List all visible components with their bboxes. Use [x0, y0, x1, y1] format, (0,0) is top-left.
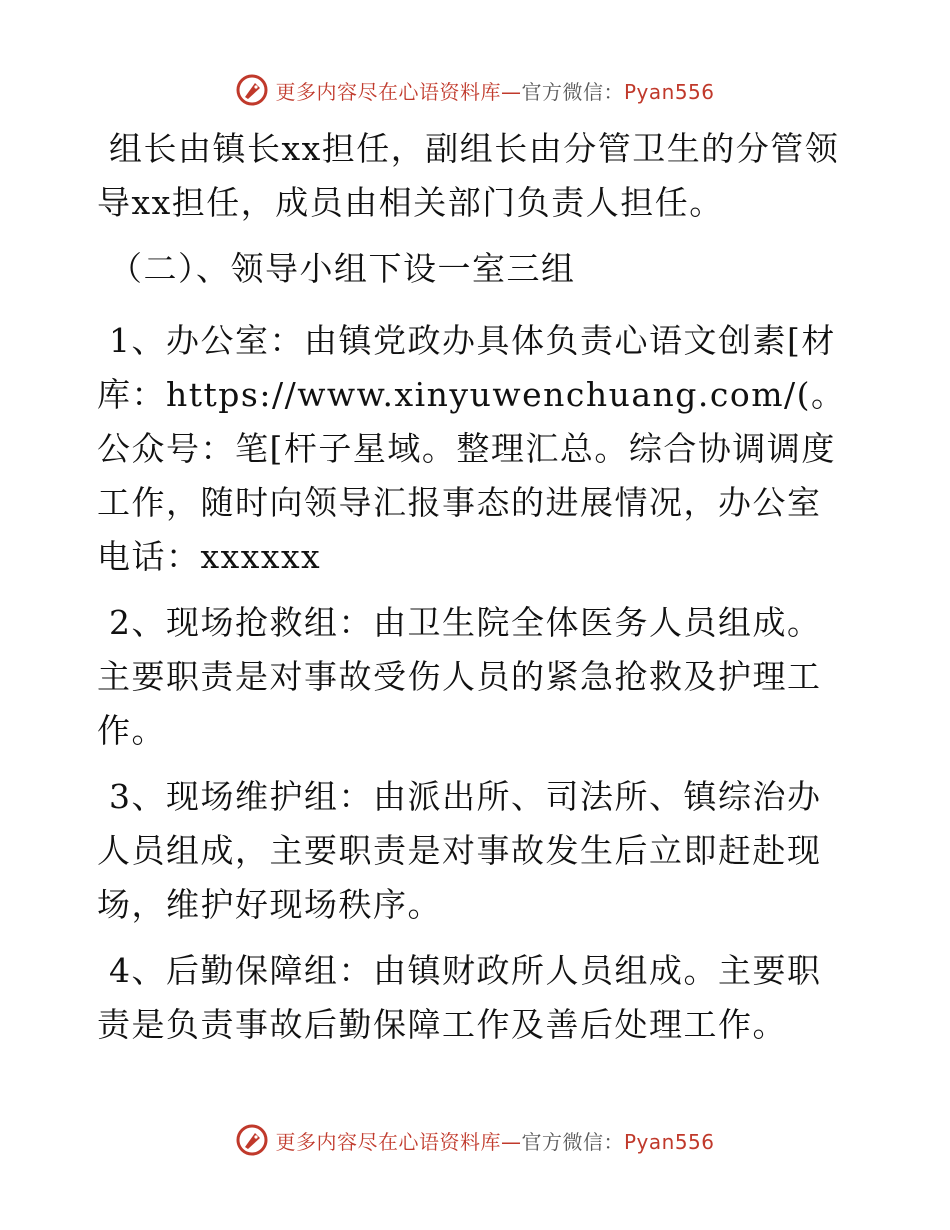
pen-nib-circle-icon	[235, 1123, 269, 1157]
watermark-text	[275, 1126, 714, 1155]
wechat-label: 官方微信：	[521, 1129, 624, 1154]
wechat-handle: Pyan556	[623, 1129, 715, 1154]
paragraph-maintenance-group: 3、现场维护组：由派出所、司法所、镇综治办人员组成，主要职责是对事故发生后立即赶赴现场，维护好现场秩序。	[97, 777, 822, 924]
paragraph-leadership: 组长由镇长xx担任，副组长由分管卫生的分管领导xx担任，成员由相关部门负责人担任。	[97, 129, 840, 222]
separator: —	[500, 1129, 522, 1154]
separator: —	[500, 79, 522, 104]
document-body	[97, 122, 847, 1064]
paragraph-rescue-group: 2、现场抢救组：由卫生院全体医务人员组成。主要职责是对事故受伤人员的紧急抢救及护理工作。	[97, 603, 822, 750]
section-heading: （二）、领导小组下设一室三组	[109, 249, 576, 288]
header-watermark-banner	[0, 70, 950, 110]
paragraph-logistics-group: 4、后勤保障组：由镇财政所人员组成。主要职责是负责事故后勤保障工作及善后处理工作。	[97, 951, 822, 1044]
pen-nib-circle-icon	[235, 73, 269, 107]
watermark-text	[275, 76, 714, 105]
wechat-label: 官方微信：	[521, 79, 624, 104]
brand-text: 更多内容尽在心语资料库	[275, 79, 501, 104]
paragraph-office: 1、办公室：由镇党政办具体负责心语文创素[材库：https://www.xinyuwenchuang.com/(。公众号：笔[杆子星域。整理汇总。综合协调调度工作，随时向领导汇报事态的进展情况，办公室电话：xxxxxx	[97, 321, 846, 576]
wechat-handle: Pyan556	[623, 79, 715, 104]
brand-text: 更多内容尽在心语资料库	[275, 1129, 501, 1154]
footer-watermark-banner	[0, 1120, 950, 1160]
